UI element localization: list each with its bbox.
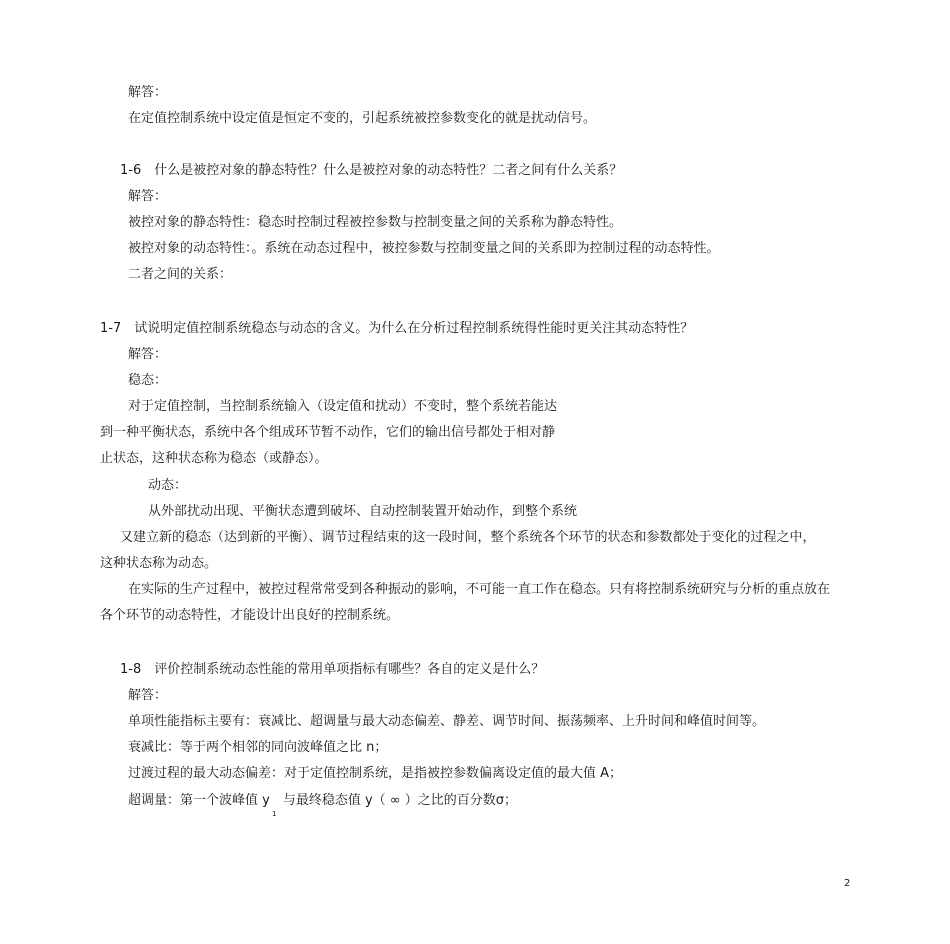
question-heading: 1-6 什么是被控对象的静态特性？什么是被控对象的动态特性？二者之间有什么关系？ [120, 163, 623, 178]
text-line: 解答： [128, 85, 168, 100]
question-heading: 1-8 评价控制系统动态性能的常用单项指标有哪些？各自的定义是什么？ [120, 662, 545, 677]
text-line: 各个环节的动态特性，才能设计出良好的控制系统。 [100, 608, 400, 623]
question-heading: 1-7 试说明定值控制系统稳态与动态的含义。为什么在分析过程控制系统得性能时更关注其动态特性？ [100, 321, 694, 336]
text-line: 过渡过程的最大动态偏差：对于定值控制系统，是指被控参数偏离设定值的最大值 A； [128, 766, 623, 781]
text-line: 在定值控制系统中设定值是恒定不变的，引起系统被控参数变化的就是扰动信号。 [128, 111, 597, 126]
subscript-label: 1 [272, 810, 277, 818]
page-number: 2 [844, 878, 851, 889]
text-line: 单项性能指标主要有：衰减比、超调量与最大动态偏差、静差、调节时间、振荡频率、上升时间和峰值时间等。 [128, 714, 766, 729]
text-line: 动态： [148, 478, 188, 493]
text-line: 衰减比：等于两个相邻的同向波峰值之比 n； [128, 740, 388, 755]
text-line: 在实际的生产过程中，被控过程常常受到各种振动的影响，不可能一直工作在稳态。只有将控制系统研究与分析的重点放在 [128, 582, 831, 597]
text-line: 稳态： [128, 373, 168, 388]
text-line: 止状态，这种状态称为稳态（或静态）。 [100, 451, 328, 466]
text-line: 超调量：第一个波峰值 y 与最终稳态值 y（ ∞ ）之比的百分数σ； [128, 793, 517, 808]
text-line: 解答： [128, 688, 168, 703]
text-line: 这种状态称为动态。 [100, 556, 218, 571]
text-line: 解答： [128, 189, 168, 204]
text-line: 又建立新的稳态（达到新的平衡）、调节过程结束的这一段时间，整个系统各个环节的状态和参数都处于变化的过程之中， [120, 530, 816, 545]
text-line: 解答： [128, 347, 168, 362]
text-line: 被控对象的动态特性：。系统在动态过程中，被控参数与控制变量之间的关系即为控制过程的动态特性。 [128, 241, 720, 256]
text-line: 到一种平衡状态，系统中各个组成环节暂不动作，它们的输出信号都处于相对静 [100, 425, 556, 440]
text-line: 被控对象的静态特性：稳态时控制过程被控参数与控制变量之间的关系称为静态特性。 [128, 215, 623, 230]
text-line: 从外部扰动出现、平衡状态遭到破坏、自动控制装置开始动作，到整个系统 [148, 504, 578, 519]
text-line: 二者之间的关系： [128, 267, 233, 282]
text-line: 对于定值控制，当控制系统输入（设定值和扰动）不变时，整个系统若能达 [128, 399, 558, 414]
